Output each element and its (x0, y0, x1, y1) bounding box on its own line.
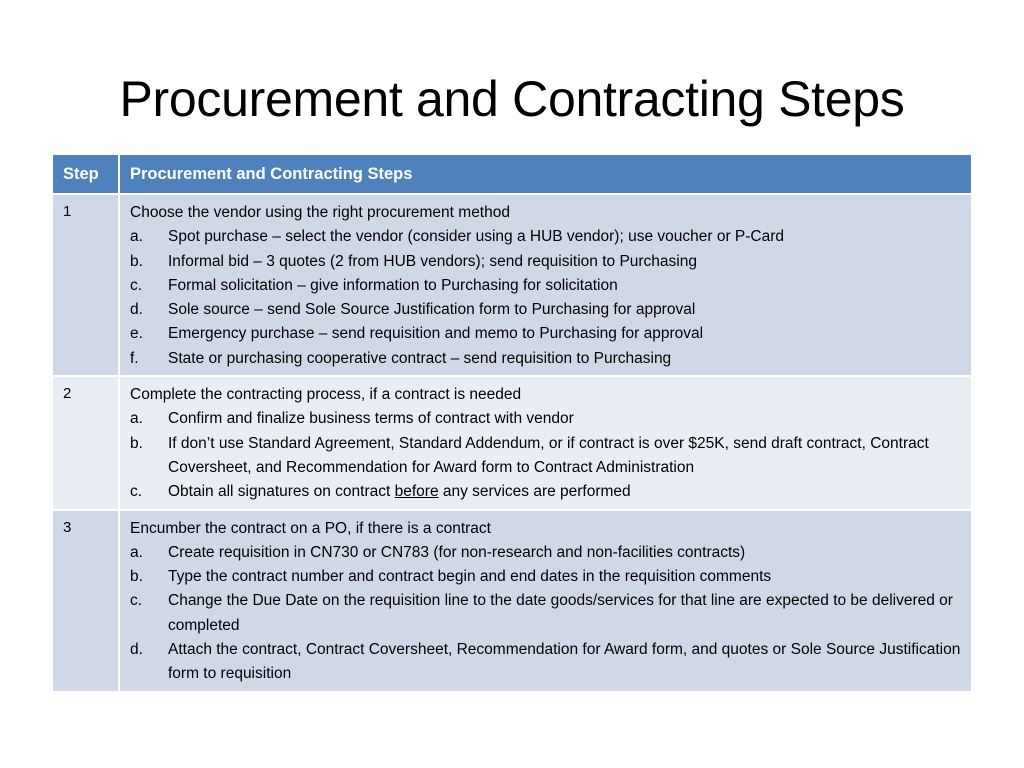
list-marker: a. (130, 228, 143, 246)
list-item-text: Spot purchase – select the vendor (consider using a HUB vendor); use voucher or P-Card (168, 228, 785, 246)
list-marker: c. (130, 592, 143, 610)
list-marker: e. (130, 325, 143, 343)
list-item (130, 225, 961, 249)
list-item-text: Create requisition in CN730 or CN783 (for non-research and non-facilities contracts) (168, 543, 746, 561)
list-marker: b. (130, 568, 143, 586)
list-marker: d. (130, 641, 143, 659)
list-marker: c. (130, 483, 143, 501)
list-item (130, 347, 961, 371)
list-item-text: Emergency purchase – send requisition and memo to Purchasing for approval (168, 325, 704, 343)
text-before: Obtain all signatures on contract (168, 483, 395, 501)
table-header-row (52, 154, 972, 194)
header-steps: Procurement and Contracting Steps (119, 154, 972, 194)
list-item (130, 298, 961, 322)
list-item-text: State or purchasing cooperative contract – send requisition to Purchasing (168, 349, 672, 367)
list-item (130, 541, 961, 565)
list-marker: b. (130, 434, 143, 452)
list-marker: b. (130, 252, 143, 270)
header-step: Step (52, 154, 119, 194)
list-item (130, 480, 961, 504)
list-item (130, 638, 961, 687)
list-marker: a. (130, 543, 143, 561)
sub-step-list (130, 407, 961, 504)
list-marker: f. (130, 349, 139, 367)
list-marker: a. (130, 410, 143, 428)
underlined-before: before (394, 483, 439, 501)
list-marker: d. (130, 301, 143, 319)
table-row (52, 194, 972, 376)
steps-table (51, 153, 973, 693)
list-item (130, 589, 961, 638)
list-item-text: Change the Due Date on the requisition line to the date goods/services for that line are expected to be delivered or completed (168, 592, 953, 634)
slide-title: Procurement and Contracting Steps (119, 71, 905, 127)
list-item-text (168, 480, 961, 504)
list-item (130, 565, 961, 589)
sub-step-list (130, 541, 961, 687)
list-item-text: Formal solicitation – give information to Purchasing for solicitation (168, 276, 618, 294)
step-intro: Complete the contracting process, if a contract is needed (130, 386, 522, 404)
table-row (52, 510, 972, 692)
list-marker: c. (130, 276, 143, 294)
table-row (52, 376, 972, 509)
list-item-text: If don’t use Standard Agreement, Standard Addendum, or if contract is over $25K, send draft contract, Contract Coversheet, and Recommendation for Award form to Contract Administration (168, 434, 929, 476)
step-number: 3 (52, 510, 119, 692)
list-item (130, 274, 961, 298)
list-item-text: Informal bid – 3 quotes (2 from HUB vendors); send requisition to Purchasing (168, 252, 697, 270)
text-after: any services are performed (438, 483, 631, 501)
step-content (119, 510, 972, 692)
list-item-text: Type the contract number and contract begin and end dates in the requisition comments (168, 568, 772, 586)
list-item-text: Confirm and finalize business terms of contract with vendor (168, 410, 574, 428)
list-item-text: Sole source – send Sole Source Justification form to Purchasing for approval (168, 301, 696, 319)
list-item (130, 322, 961, 346)
step-number: 1 (52, 194, 119, 376)
sub-step-list (130, 225, 961, 371)
list-item (130, 250, 961, 274)
list-item (130, 432, 961, 481)
step-intro: Encumber the contract on a PO, if there is a contract (130, 519, 491, 537)
step-intro: Choose the vendor using the right procurement method (130, 204, 510, 221)
list-item (130, 407, 961, 431)
list-item-text: Attach the contract, Contract Coversheet, Recommendation for Award form, and quotes or Sole Source Justification form to requisition (168, 641, 961, 683)
step-content (119, 194, 972, 376)
step-number: 2 (52, 376, 119, 509)
step-content (119, 376, 972, 509)
